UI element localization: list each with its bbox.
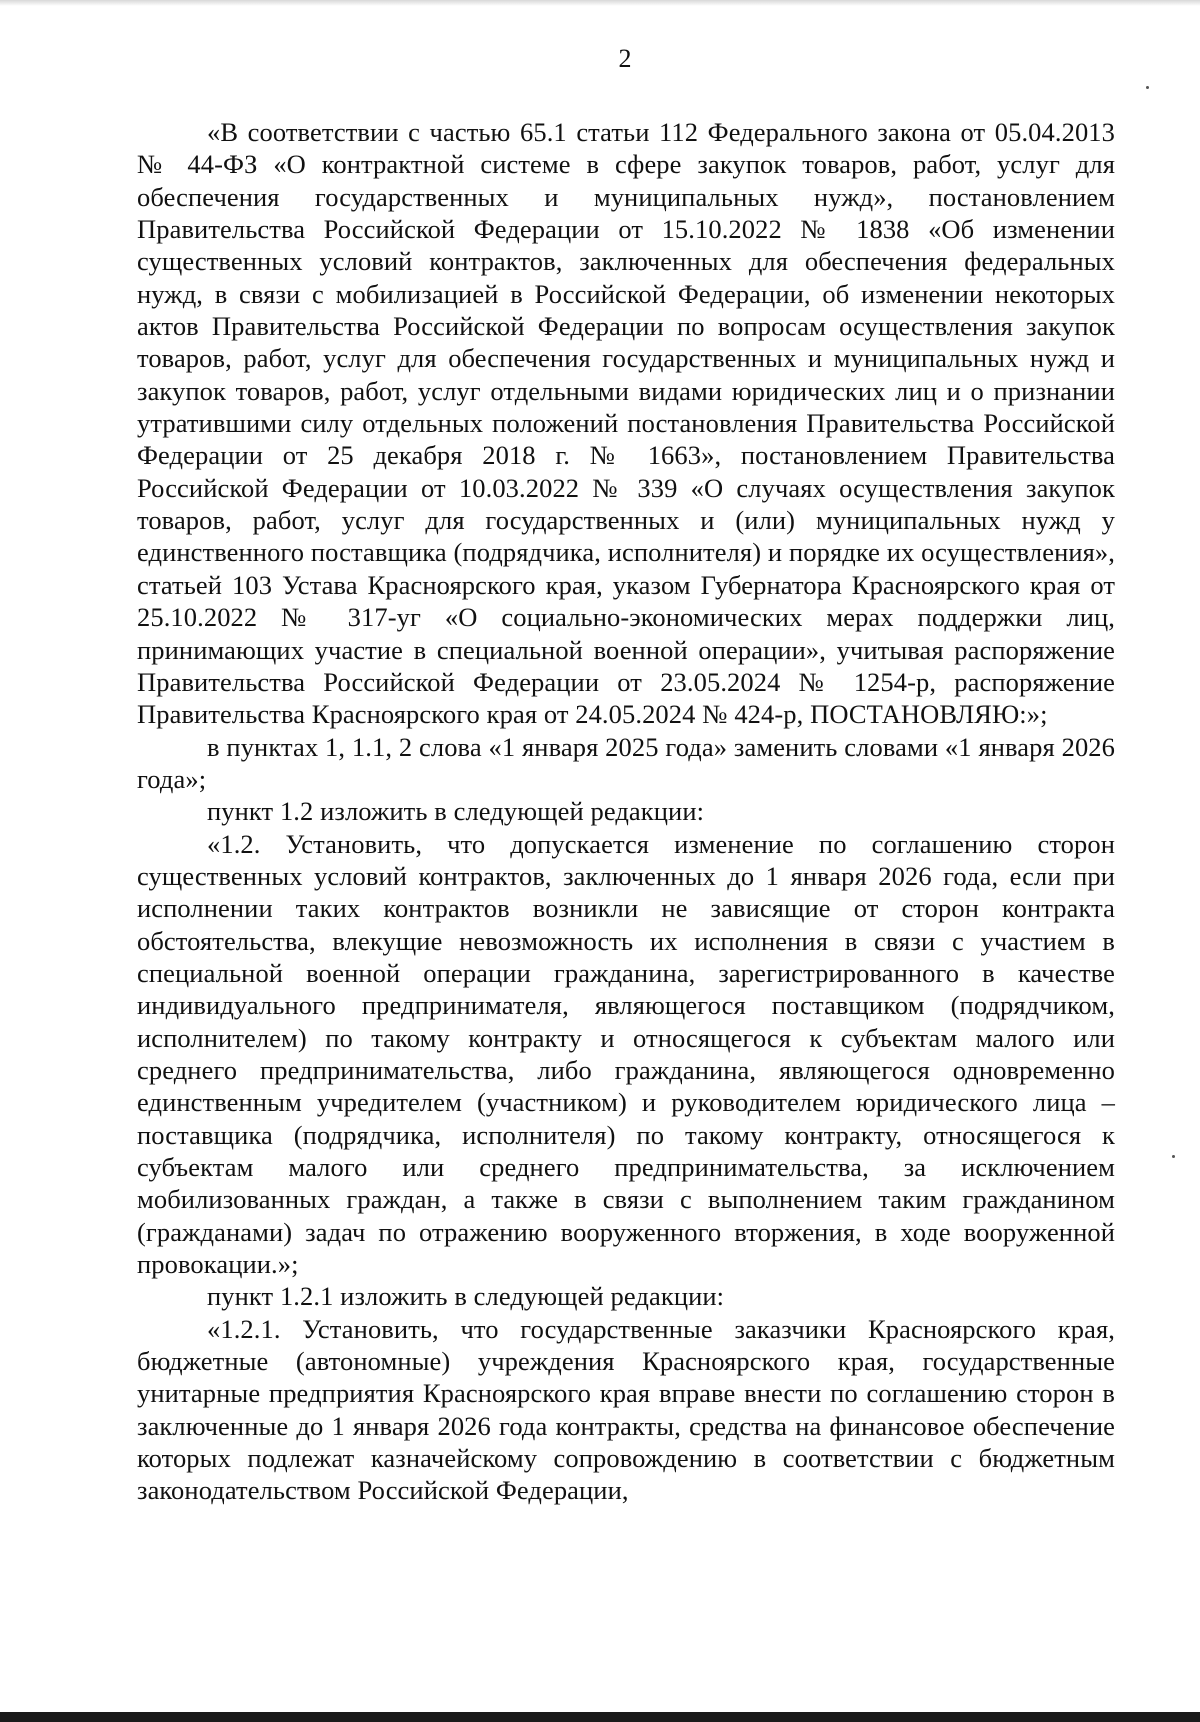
page-number: 2 bbox=[618, 44, 632, 73]
scan-edge-top bbox=[0, 0, 1200, 6]
scan-edge-bottom bbox=[0, 1712, 1200, 1722]
paragraph-clause-1-2-1-text: «1.2.1. Установить, что государственные заказчики Красноярского края, бюджетные (автономные) учреждения Красноярского края, государственные унитарные предприятия Красноярского края вправе внести по соглашению сторон в заключенные до 1 января 2026 года контракты, средства на финансовое обеспечение которых подлежат казначейскому сопровождению в соответствии с бюджетным законодательством Российской Федерации, bbox=[137, 1313, 1115, 1506]
paragraph-preamble-quote: «В соответствии с частью 65.1 статьи 112 Федерального закона от 05.04.2013 № 44-ФЗ «О контрактной системе в сфере закупок товаров, работ, услуг для обеспечения государственных и муниципальных нужд», постановлением Правительства Российской Федерации от 15.10.2022 № 1838 «Об изменении существенных условий контрактов, заключенных для обеспечения федеральных нужд, в связи с мобилизацией в Российской Федерации, об изменении некоторых актов Правительства Российской Федерации по вопросам осуществления закупок товаров, работ, услуг для обеспечения государственных и муниципальных нужд и закупок товаров, работ, услуг отдельными видами юридических лиц и о признании утратившими силу отдельных положений постановления Правительства Российской Федерации от 25 декабря 2018 г. № 1663», постановлением Правительства Российской Федерации от 10.03.2022 № 339 «О случаях осуществления закупок товаров, работ, услуг для государственных и (или) муниципальных нужд у единственного поставщика (подрядчика, исполнителя) и порядке их осуществления», статьей 103 Устава Красноярского края, указом Губернатора Красноярского края от 25.10.2022 № 317-уг «О социально-экономических мерах поддержки лиц, принимающих участие в специальной военной операции», учитывая распоряжение Правительства Российской Федерации от 23.05.2024 № 1254-р, распоряжение Правительства Красноярского края от 24.05.2024 № 424-р, ПОСТАНОВЛЯЮ:»; bbox=[137, 117, 1115, 730]
paragraph-clause-1-2-text: «1.2. Установить, что допускается изменение по соглашению сторон существенных условий контрактов, заключенных до 1 января 2026 года, если при исполнении таких контрактов возникли не зависящие от сторон контракта обстоятельства, влекущие невозможность их исполнения в связи с участием в специальной военной операции гражданина, зарегистрированного в качестве индивидуального предпринимателя, являющегося поставщиком (подрядчиком, исполнителем) по такому контракту и относящегося к субъектам малого или среднего предпринимательства, либо гражданина, являющегося одновременно единственным учредителем (участником) и руководителем юридического лица – поставщика (подрядчика, исполнителя) по такому контракту, относящегося к субъектам малого или среднего предпринимательства, за исключением мобилизованных граждан, а также в связи с выполнением таким гражданином (гражданами) задач по отражению вооруженного вторжения, в ходе вооруженной провокации.»; bbox=[137, 828, 1115, 1280]
scan-speck bbox=[1146, 86, 1149, 89]
paragraph-date-replacement: в пунктах 1, 1.1, 2 слова «1 января 2025 года» заменить словами «1 января 2026 года»; bbox=[137, 731, 1115, 794]
scan-speck bbox=[1172, 1155, 1175, 1158]
paragraph-clause-1-2-1-intro: пункт 1.2.1 изложить в следующей редакции: bbox=[207, 1281, 725, 1312]
document-body bbox=[137, 116, 1115, 1507]
paragraph-clause-1-2-intro: пункт 1.2 изложить в следующей редакции: bbox=[207, 796, 705, 827]
